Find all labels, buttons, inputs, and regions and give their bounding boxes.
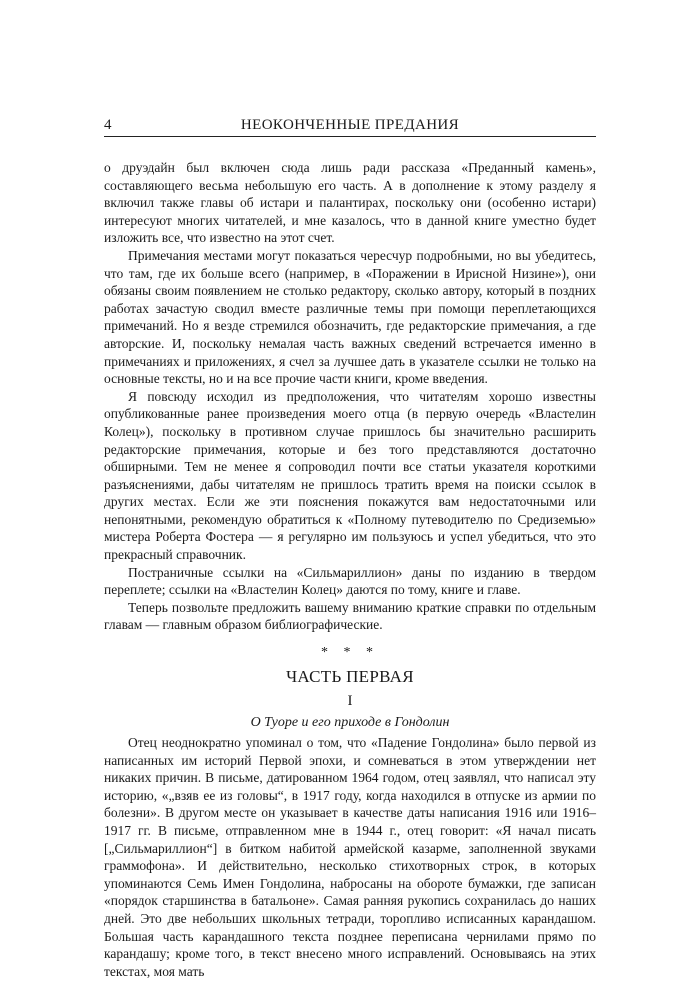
page-number: 4 <box>104 117 112 133</box>
part-title: ЧАСТЬ ПЕРВАЯ <box>286 667 414 687</box>
intro-paragraph-2: Примечания местами могут показаться чересчур подробными, но вы убедитесь, что там, где их больше всего (например, в «Поражении в Ирисной Низине»), они обязаны своим появлением не столько редактору, сколько автору, который в поздних работах зачастую сводил вместе различные темы при помощи переплетающихся примечаний. Но я везде стремился обозначить, где редакторские примечания, а где авторские. И, поскольку немалая часть важных сведений встречается именно в примечаниях и приложениях, я счел за лучшее дать в указателе ссылки не только на основные тексты, но и на все прочие части книги, кроме введения. <box>104 247 596 387</box>
chapter-paragraph: Отец неоднократно упоминал о том, что «Падение Гондолина» было первой из написанных им историй Первой эпохи, и сомневаться в этом утверждении нет никаких причин. В письме, датированном 1964 годом, отец заявлял, что написал эту историю, «„взяв ее из головы“, в 1917 году, когда находился в отпуске из армии по болезни». В другом месте он указывает в качестве даты написания 1916 или 1916–1917 гг. В письме, отправленном мне в 1944 г., отец говорит: «Я начал писать [„Сильмариллион“] в битком набитой армейской казарме, заполненной звуками граммофона». И действительно, несколько стихотворных строк, в которых упоминаются Семь Имен Гондолина, набросаны на обороте бумажки, где записан «порядок старшинства в батальоне». Самая ранняя рукопись сохранилась до наших дней. Это две небольших школьных тетради, торопливо исписанных карандашом. Большая часть карандашного текста позднее переписана чернилами прямо по карандашу; кроме того, в текст внесено много исправлений. Основываясь на этих текстах, моя мать <box>104 735 596 979</box>
running-head <box>104 116 596 137</box>
chapter-title: О Туоре и его приходе в Гондолин <box>250 715 450 731</box>
running-title: НЕОКОНЧЕННЫЕ ПРЕДАНИЯ <box>240 117 460 133</box>
intro-paragraph-4: Постраничные ссылки на «Сильмариллион» даны по изданию в твердом переплете; ссылки на «Властелин Колец» даются по тому, книге и главе. <box>104 564 596 598</box>
body-text <box>104 159 596 980</box>
section-divider: * * * <box>321 645 379 661</box>
intro-paragraph-3: Я повсюду исходил из предположения, что читателям хорошо известны опубликованные ранее произведения моего отца (в первую очередь «Властелин Колец»), поскольку в противном случае пришлось бы значительно расширить редакторские примечания, которые и без того представляются достаточно обширными. Тем не менее я сопроводил почти все статьи указателя короткими разъяснениями, дабы читателям не пришлось тратить время на поиски ссылок в других местах. Если же эти пояснения покажутся вам недостаточными или непонятными, рекомендую обратиться к «Полному путеводителю по Средиземью» мистера Роберта Фостера — я регулярно им пользуюсь и успел убедиться, что это прекрасный справочник. <box>104 388 596 563</box>
chapter-number: I <box>347 693 353 710</box>
intro-paragraph-1: о друэдайн был включен сюда лишь ради рассказа «Преданный камень», составляющего весьма небольшую его часть. А в дополнение к этому разделу я включил также главы об истари и палантирах, поскольку они (особенно истари) интересуют многих читателей, и мне казалось, что в данной книге уместно будет изложить все, что известно на этот счет. <box>104 160 596 246</box>
intro-paragraph-5: Теперь позвольте предложить вашему вниманию краткие справки по отдельным главам — главным образом библиографические. <box>104 599 596 633</box>
